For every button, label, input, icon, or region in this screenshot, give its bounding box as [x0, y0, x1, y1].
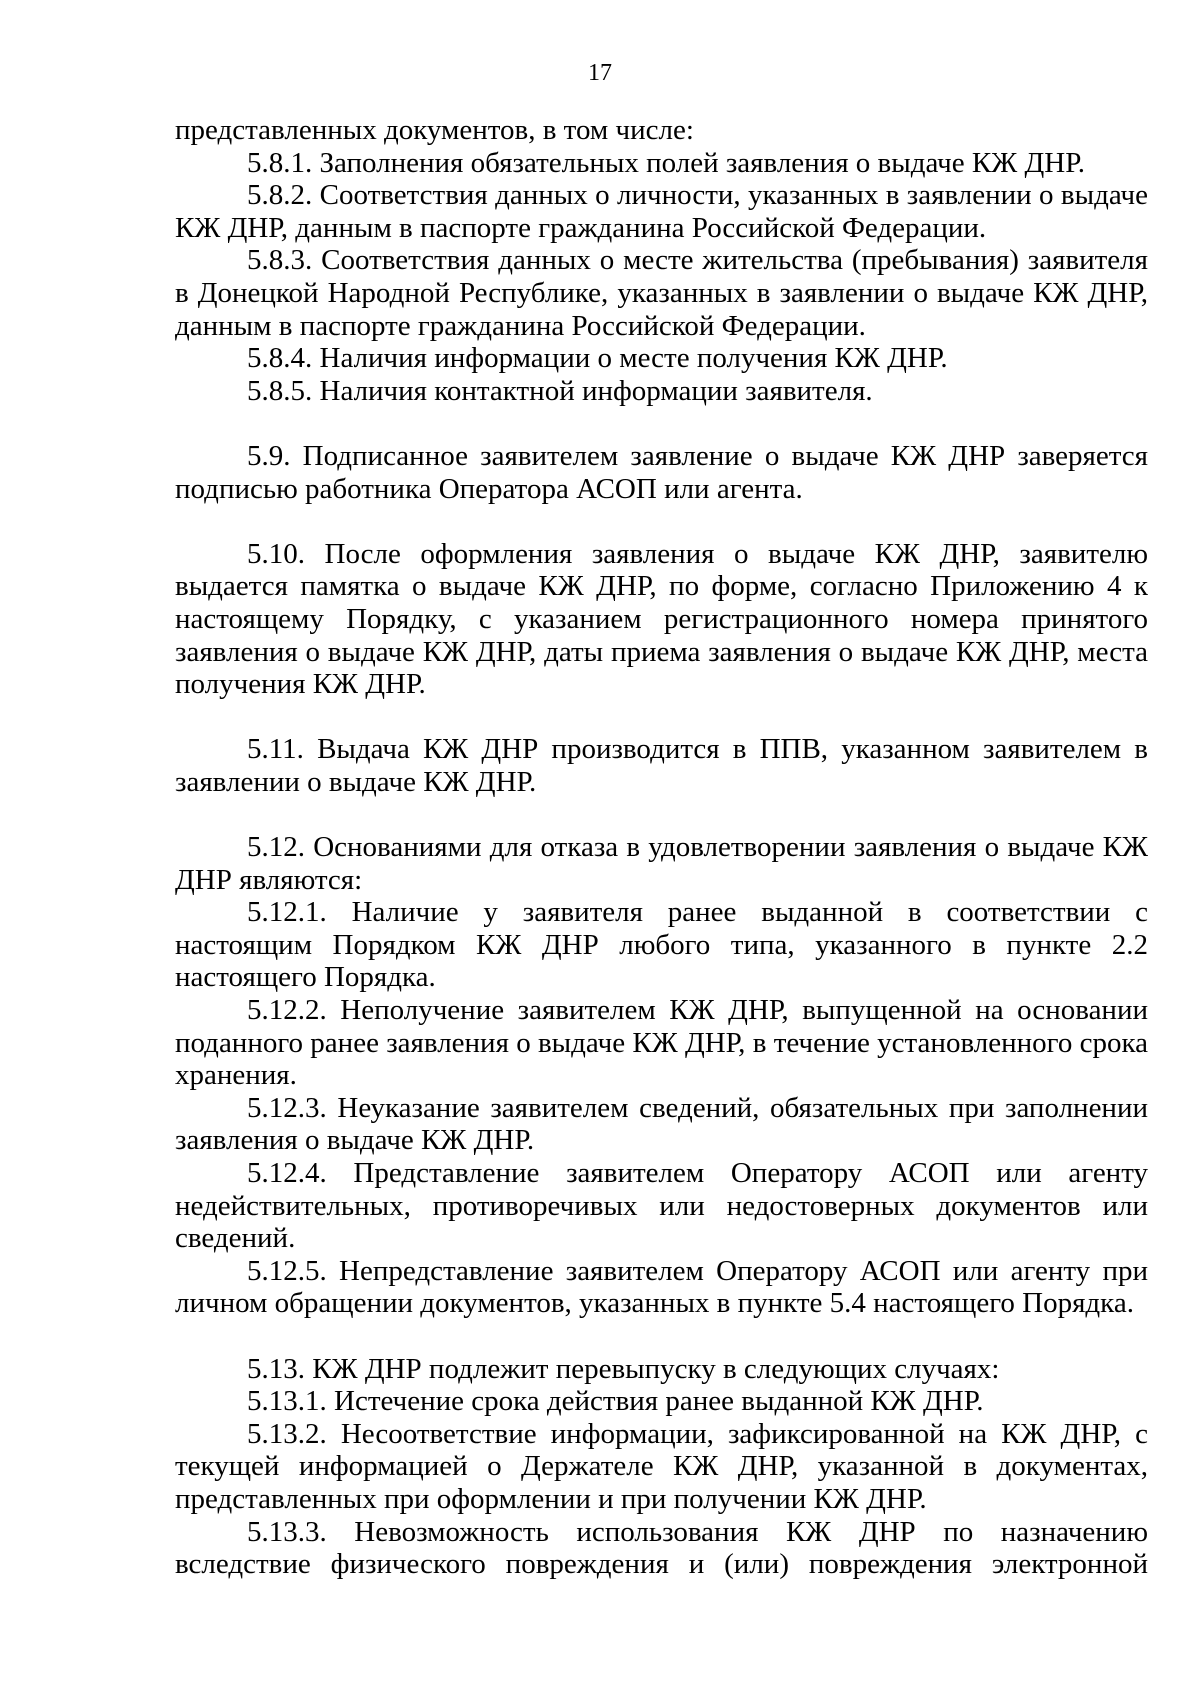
page-number: 17	[588, 60, 612, 86]
paragraph-5-8-4: 5.8.4. Наличия информации о месте получения КЖ ДНР.	[247, 342, 948, 375]
document-body	[175, 114, 1148, 1581]
paragraph-5-12-1: 5.12.1. Наличие у заявителя ранее выданной в соответствии с настоящим Порядком КЖ ДНР любого типа, указанного в пункте 2.2 настоящего Порядка.	[175, 896, 1148, 994]
paragraph-5-12: 5.12. Основаниями для отказа в удовлетворении заявления о выдаче КЖ ДНР являются:	[175, 831, 1148, 896]
paragraph-5-8-3: 5.8.3. Соответствия данных о месте жительства (пребывания) заявителя в Донецкой Народной Республике, указанных в заявлении о выдаче КЖ ДНР, данным в паспорте гражданина Российской Федерации.	[175, 244, 1148, 342]
paragraph-5-12-5: 5.12.5. Непредставление заявителем Оператору АСОП или агенту при личном обращении документов, указанных в пункте 5.4 настоящего Порядка.	[175, 1254, 1148, 1320]
paragraph-5-8-1: 5.8.1. Заполнения обязательных полей заявления о выдаче КЖ ДНР.	[247, 146, 1085, 179]
paragraph-5-13-1: 5.13.1. Истечение срока действия ранее выданной КЖ ДНР.	[247, 1385, 984, 1418]
paragraph-5-12-2: 5.12.2. Неполучение заявителем КЖ ДНР, выпущенной на основании поданного ранее заявления о выдаче КЖ ДНР, в течение установленного срока хранения.	[175, 994, 1148, 1092]
paragraph-5-8-continuation: представленных документов, в том числе:	[175, 114, 694, 146]
paragraph-5-13: 5.13. КЖ ДНР подлежит перевыпуску в следующих случаях:	[247, 1352, 1000, 1385]
paragraph-5-10: 5.10. После оформления заявления о выдаче КЖ ДНР, заявителю выдается памятка о выдаче КЖ ДНР, по форме, согласно Приложению 4 к настоящему Порядку, с указанием регистрационного номера принятого заявления о выдаче КЖ ДНР, даты приема заявления о выдаче КЖ ДНР, места получения КЖ ДНР.	[175, 537, 1148, 701]
paragraph-5-9: 5.9. Подписанное заявителем заявление о выдаче КЖ ДНР заверяется подписью работника Оператора АСОП или агента.	[175, 439, 1148, 505]
paragraph-5-12-4: 5.12.4. Представление заявителем Оператору АСОП или агенту недействительных, противоречивых или недостоверных документов или сведений.	[175, 1157, 1148, 1255]
paragraph-5-8-2: 5.8.2. Соответствия данных о личности, указанных в заявлении о выдаче КЖ ДНР, данным в паспорте гражданина Российской Федерации.	[175, 179, 1148, 244]
paragraph-5-11: 5.11. Выдача КЖ ДНР производится в ППВ, указанном заявителем в заявлении о выдаче КЖ ДНР.	[175, 733, 1148, 798]
paragraph-5-13-2: 5.13.2. Несоответствие информации, зафиксированной на КЖ ДНР, с текущей информацией о Держателе КЖ ДНР, указанной в документах, представленных при оформлении и при получении КЖ ДНР.	[175, 1417, 1148, 1515]
paragraph-5-8-5: 5.8.5. Наличия контактной информации заявителя.	[247, 374, 873, 407]
paragraph-5-12-3: 5.12.3. Неуказание заявителем сведений, обязательных при заполнении заявления о выдаче КЖ ДНР.	[175, 1091, 1148, 1157]
paragraph-5-13-3: 5.13.3. Невозможность использования КЖ ДНР по назначению вследствие физического повреждения и (или) повреждения электронной	[175, 1515, 1148, 1581]
